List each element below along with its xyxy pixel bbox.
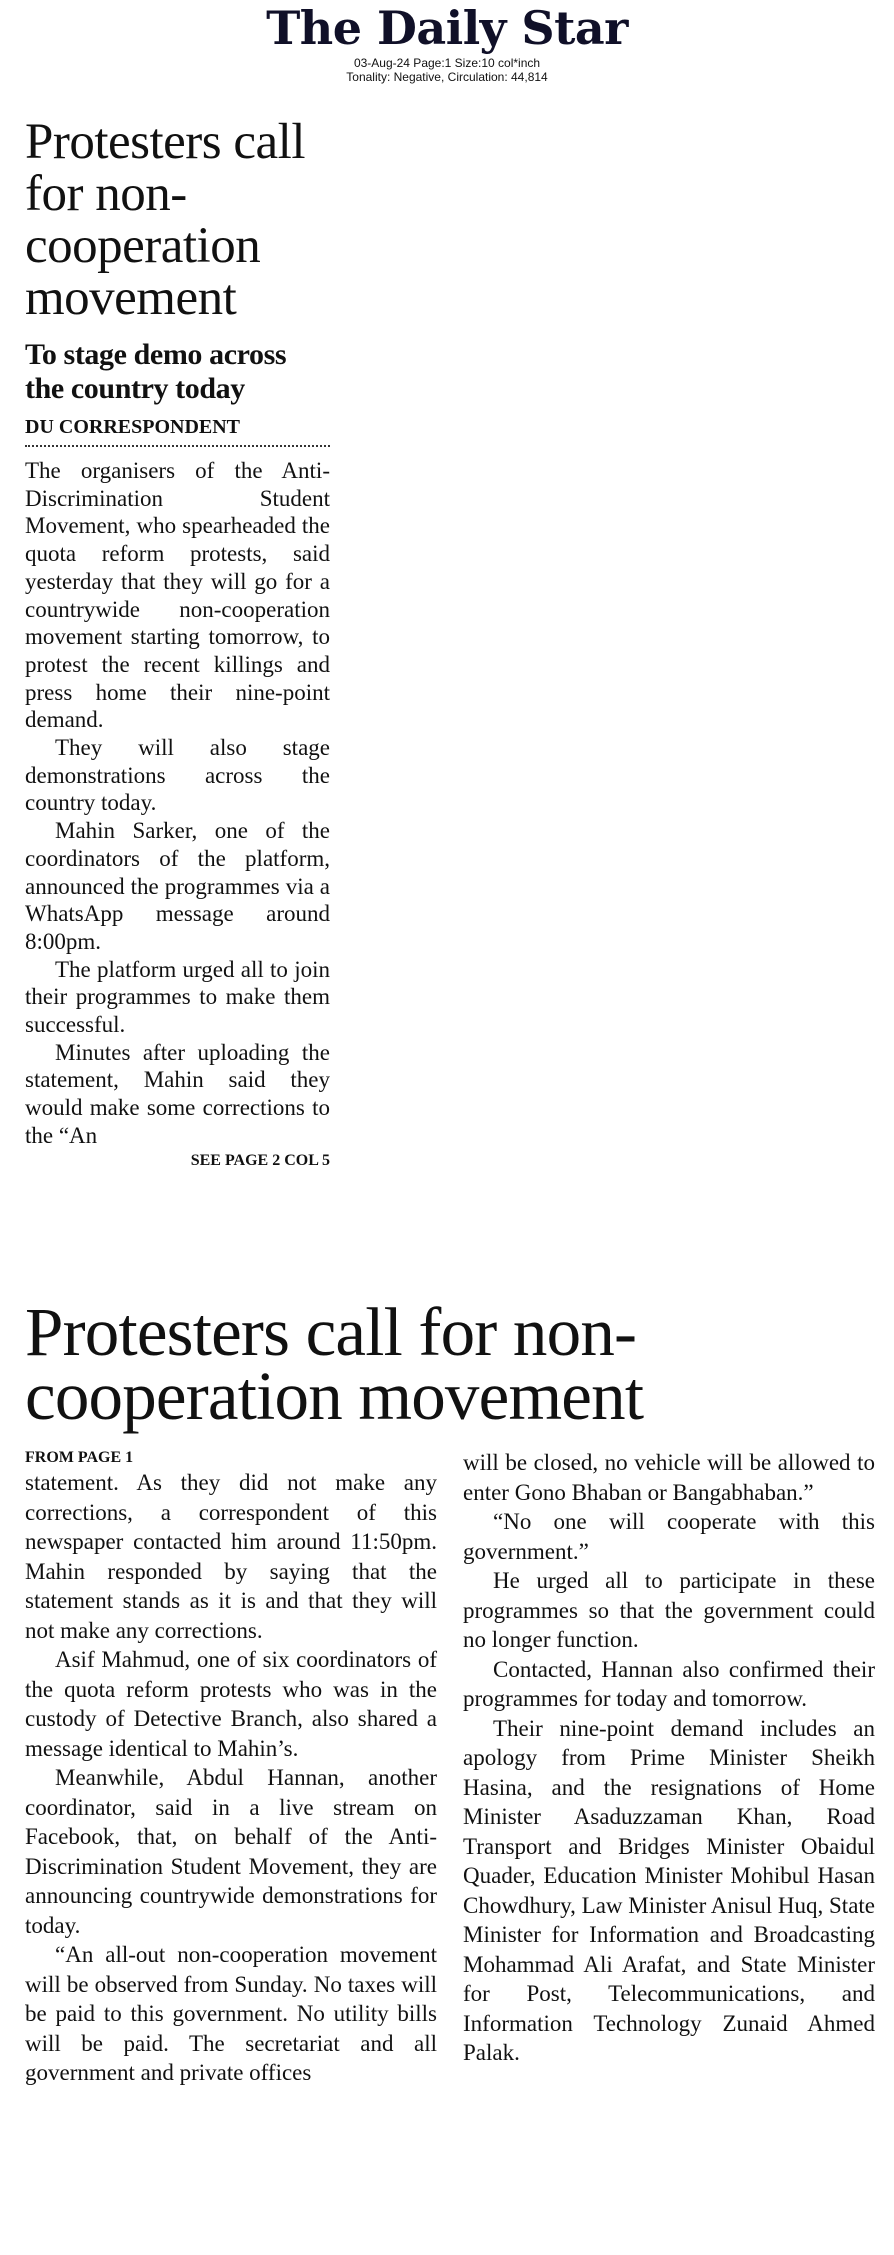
article-paragraph: Meanwhile, Abdul Hannan, another coordinator, said in a live stream on Facebook, that, on behalf of the Anti-Discrimination Student Movement, they are announcing countrywide demonstrations for today. bbox=[25, 1765, 437, 1938]
article-subheadline: To stage demo across the country today bbox=[25, 338, 287, 405]
article-body bbox=[25, 457, 330, 1150]
from-page-label: FROM PAGE 1 bbox=[25, 1449, 134, 1466]
column-2 bbox=[463, 1448, 875, 2088]
article-paragraph: Their nine-point demand includes an apology from Prime Minister Sheikh Hasina, and the resignations of Home Minister Asaduzzaman Khan, Road Transport and Bridges Minister Obaidul Quader, Education Minister Mohibul Hasan Chowdhury, Law Minister Anisul Huq, State Minister for Information and Broadcasting Mohammad Ali Arafat, and State Minister for Post, Telecommunications, and Information Technology Zunaid Ahmed Palak. bbox=[463, 1715, 875, 2065]
article-byline: DU CORRESPONDENT bbox=[25, 416, 330, 447]
article-paragraph: Asif Mahmud, one of six coordinators of the quota reform protests who was in the custody of Detective Branch, also shared a message identical to Mahin’s. bbox=[25, 1647, 437, 1761]
article-paragraph: The organisers of the Anti-Discrimination Student Movement, who spearheaded the quota reform protests, said yesterday that they will go for a countrywide non-cooperation movement starting tomorrow, to protest the recent killings and press home their nine-point demand. bbox=[25, 458, 330, 733]
continuation-article bbox=[25, 1294, 875, 2088]
article-paragraph: statement. As they did not make any corrections, a correspondent of this newspaper contacted him around 11:50pm. Mahin responded by saying that the statement stands as it is and that they will not make any corrections. bbox=[25, 1470, 437, 1643]
continuation-columns bbox=[25, 1448, 875, 2088]
masthead bbox=[0, 0, 894, 84]
continuation-jump: SEE PAGE 2 COL 5 bbox=[190, 1151, 330, 1169]
article-paragraph: “No one will cooperate with this government.” bbox=[463, 1509, 875, 1564]
article-headline: Protesters call for non-cooperation movement bbox=[25, 114, 305, 326]
article-paragraph: The platform urged all to join their programmes to make them successful. bbox=[25, 956, 330, 1038]
article-paragraph: Mahin Sarker, one of the coordinators of the platform, announced the programmes via a WhatsApp message around 8:00pm. bbox=[25, 818, 330, 954]
continuation-headline: Protesters call for non-cooperation movement bbox=[25, 1294, 644, 1434]
article-paragraph: will be closed, no vehicle will be allowed to enter Gono Bhaban or Bangabhaban.” bbox=[463, 1450, 875, 1505]
article-paragraph: “An all-out non-cooperation movement will be observed from Sunday. No taxes will be paid to this government. No utility bills will be paid. The secretariat and all government and private offices bbox=[25, 1942, 437, 2085]
column-1 bbox=[25, 1448, 437, 2088]
clip-meta-line-1: 03-Aug-24 Page:1 Size:10 col*inch bbox=[353, 56, 541, 70]
newspaper-logo: The Daily Star bbox=[266, 1, 628, 55]
article-paragraph: He urged all to participate in these programmes so that the government could no longer function. bbox=[463, 1568, 875, 1652]
article-paragraph: They will also stage demonstrations across the country today. bbox=[25, 735, 330, 816]
article-paragraph: Minutes after uploading the statement, Mahin said they would make some corrections to the “An bbox=[25, 1039, 330, 1148]
article-paragraph: Contacted, Hannan also confirmed their programmes for today and tomorrow. bbox=[463, 1656, 875, 1711]
clip-meta-line-2: Tonality: Negative, Circulation: 44,814 bbox=[346, 70, 548, 84]
front-page-article bbox=[25, 112, 330, 1170]
